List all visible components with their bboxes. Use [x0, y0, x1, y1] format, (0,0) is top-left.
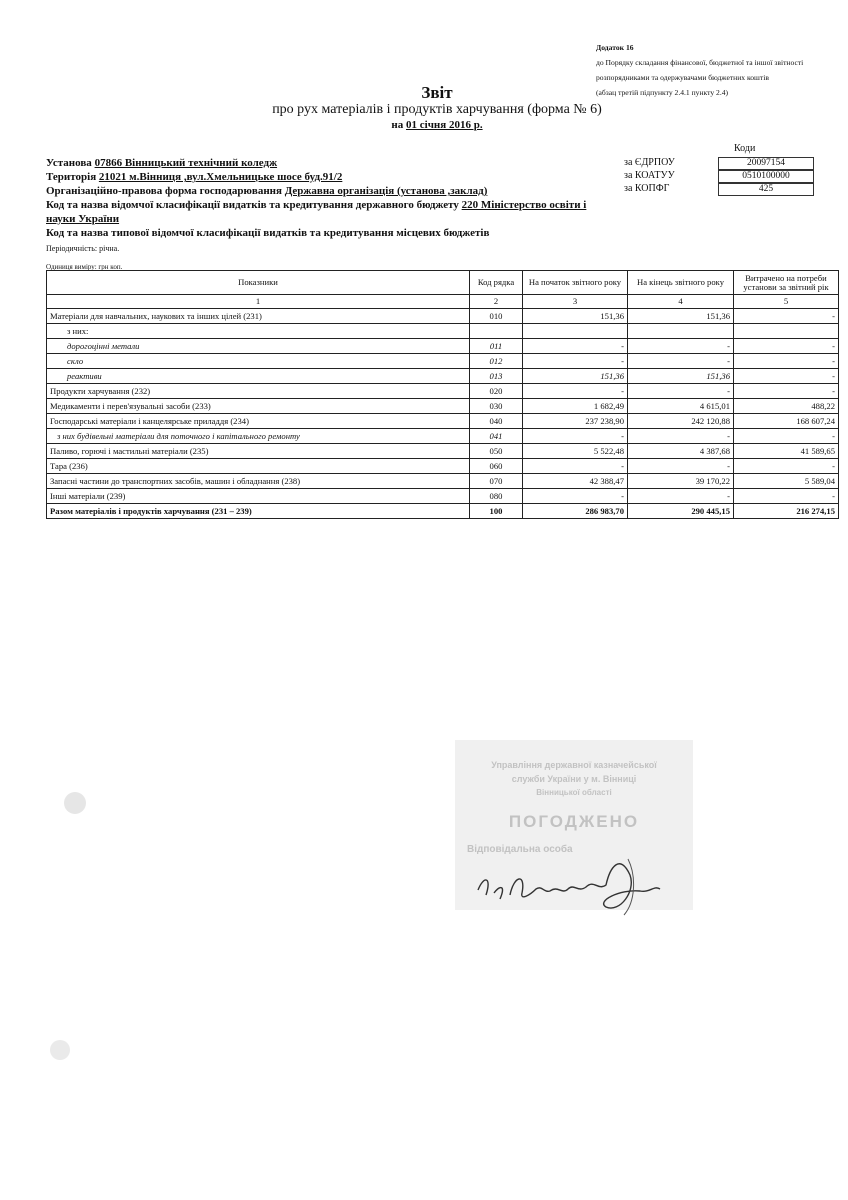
row-code: 010: [470, 309, 523, 324]
institution-label: Установа: [46, 157, 92, 169]
row-spent: -: [734, 369, 839, 384]
code-label: за ЄДРПОУ: [624, 157, 675, 168]
row-name: реактиви: [47, 369, 470, 384]
report-title-block: [0, 84, 848, 132]
row-start: 151,36: [523, 309, 628, 324]
row-spent: 168 607,24: [734, 414, 839, 429]
report-date-prefix: на: [391, 119, 404, 131]
table-row: [47, 324, 839, 339]
row-spent: 41 589,65: [734, 444, 839, 459]
local-code-label: Код та назва типової відомчої класифікації видатків та кредитування місцевих бюджетів: [46, 227, 490, 239]
column-number: 5: [734, 295, 839, 309]
territory-value: 21021 м.Вінниця ,вул.Хмельницьке шосе буд.91/2: [98, 171, 343, 183]
row-end: -: [628, 354, 734, 369]
row-code: 100: [470, 504, 523, 519]
local-code-row: [46, 226, 606, 240]
table-row: [47, 489, 839, 504]
row-name: скло: [47, 354, 470, 369]
row-spent: -: [734, 309, 839, 324]
row-spent: -: [734, 459, 839, 474]
row-name: Запасні частини до транспортних засобів, машин і обладнання (238): [47, 474, 470, 489]
row-end: 151,36: [628, 309, 734, 324]
budget-code-row: [46, 198, 606, 226]
row-name: Тара (236): [47, 459, 470, 474]
row-spent: [734, 324, 839, 339]
row-end: [628, 324, 734, 339]
row-start: -: [523, 489, 628, 504]
table-row: [47, 459, 839, 474]
stamp-responsible: Відповідальна особа: [467, 844, 573, 855]
table-row: [47, 369, 839, 384]
row-start: 5 522,48: [523, 444, 628, 459]
row-name: Продукти харчування (232): [47, 384, 470, 399]
report-date: [0, 118, 848, 132]
table-row: [47, 309, 839, 324]
row-end: 242 120,88: [628, 414, 734, 429]
header-spent: Витрачено на потреби установи за звітний рік: [734, 271, 839, 295]
row-name: Інші матеріали (239): [47, 489, 470, 504]
institution-row: [46, 156, 606, 170]
row-end: -: [628, 384, 734, 399]
code-label: за КОАТУУ: [624, 170, 675, 181]
row-code: 012: [470, 354, 523, 369]
row-code: 041: [470, 429, 523, 444]
header-end-of-year: На кінець звітного року: [628, 271, 734, 295]
stamp-line: Управління державної казначейської: [491, 760, 657, 770]
row-end: 151,36: [628, 369, 734, 384]
row-code: [470, 324, 523, 339]
row-spent: -: [734, 384, 839, 399]
row-end: 4 387,68: [628, 444, 734, 459]
table-header-row: [47, 271, 839, 295]
table-total-row: [47, 504, 839, 519]
appendix-line: розпорядниками та одержувачами бюджетних коштів: [596, 73, 769, 82]
code-value: 20097154: [718, 157, 814, 170]
row-end: 39 170,22: [628, 474, 734, 489]
row-start: -: [523, 339, 628, 354]
row-end: 290 445,15: [628, 504, 734, 519]
report-title: Звіт: [421, 83, 453, 102]
unit-of-measure: Одиниця виміру: грн коп.: [46, 263, 123, 271]
legal-form-row: [46, 184, 606, 198]
materials-table: [46, 270, 839, 519]
institution-value: 07866 Вінницький технічний коледж: [94, 157, 278, 169]
appendix-title: Додаток 16: [596, 43, 634, 52]
table-row: [47, 399, 839, 414]
row-name: з них будівельні матеріали для поточного і капітального ремонту: [47, 429, 470, 444]
row-name: Медикаменти і перев'язувальні засоби (233): [47, 399, 470, 414]
row-start: 1 682,49: [523, 399, 628, 414]
table-row: [47, 414, 839, 429]
row-spent: -: [734, 339, 839, 354]
stamp-line: служби України у м. Вінниці: [511, 774, 637, 784]
table-row: [47, 474, 839, 489]
code-value: 425: [718, 183, 814, 196]
row-start: [523, 324, 628, 339]
row-end: 4 615,01: [628, 399, 734, 414]
row-spent: 5 589,04: [734, 474, 839, 489]
row-start: 42 388,47: [523, 474, 628, 489]
appendix-line: до Порядку складання фінансової, бюджетної та іншої звітності: [596, 58, 804, 67]
code-label: за КОПФГ: [624, 183, 670, 194]
stamp-line: Вінницької області: [536, 788, 612, 797]
row-code: 080: [470, 489, 523, 504]
row-start: -: [523, 354, 628, 369]
row-spent: -: [734, 429, 839, 444]
legal-form-label: Організаційно-правова форма господарювання: [46, 185, 282, 197]
table-row: [47, 384, 839, 399]
row-code: 020: [470, 384, 523, 399]
row-name: дорогоцінні метали: [47, 339, 470, 354]
report-date-value: 01 січня 2016 р.: [406, 119, 483, 131]
column-number: 1: [47, 295, 470, 309]
row-code: 013: [470, 369, 523, 384]
row-spent: -: [734, 489, 839, 504]
periodicity: Періодичність: річна.: [46, 244, 120, 253]
row-start: 286 983,70: [523, 504, 628, 519]
row-name: з них:: [47, 324, 470, 339]
legal-form-value: Державна організація (установа ,заклад): [284, 185, 488, 197]
row-end: -: [628, 489, 734, 504]
row-start: -: [523, 459, 628, 474]
territory-label: Територія: [46, 171, 97, 183]
column-number-row: [47, 295, 839, 309]
row-code: 060: [470, 459, 523, 474]
row-end: -: [628, 339, 734, 354]
row-name: Паливо, горючі і мастильні матеріали (235): [47, 444, 470, 459]
scan-mark: [64, 792, 86, 814]
column-number: 3: [523, 295, 628, 309]
institution-info: [46, 156, 606, 274]
table-row: [47, 339, 839, 354]
row-start: -: [523, 384, 628, 399]
row-code: 030: [470, 399, 523, 414]
codes-title: Коди: [734, 143, 756, 154]
signature-graphic: [470, 855, 690, 925]
code-value: 0510100000: [718, 170, 814, 183]
row-code: 011: [470, 339, 523, 354]
column-number: 2: [470, 295, 523, 309]
report-subtitle: про рух матеріалів і продуктів харчування (форма № 6): [272, 102, 602, 117]
row-spent: -: [734, 354, 839, 369]
row-start: 237 238,90: [523, 414, 628, 429]
row-spent: 488,22: [734, 399, 839, 414]
budget-code-value: 220 Міністерство освіти і науки України: [46, 199, 587, 225]
table-row: [47, 429, 839, 444]
stamp-approved: ПОГОДЖЕНО: [508, 812, 640, 831]
row-code: 040: [470, 414, 523, 429]
row-spent: 216 274,15: [734, 504, 839, 519]
row-name: Господарські матеріали і канцелярське приладдя (234): [47, 414, 470, 429]
row-code: 070: [470, 474, 523, 489]
appendix-line: (абзац третій підпункту 2.4.1 пункту 2.4): [596, 88, 729, 97]
scan-mark: [50, 1040, 70, 1060]
header-indicators: Показники: [47, 271, 470, 295]
table-row: [47, 354, 839, 369]
row-start: -: [523, 429, 628, 444]
header-start-of-year: На початок звітного року: [523, 271, 628, 295]
row-name: Разом матеріалів і продуктів харчування (231 – 239): [47, 504, 470, 519]
row-end: -: [628, 459, 734, 474]
row-name: Матеріали для навчальних, наукових та інших цілей (231): [47, 309, 470, 324]
row-code: 050: [470, 444, 523, 459]
territory-row: [46, 170, 606, 184]
column-number: 4: [628, 295, 734, 309]
header-row-code: Код рядка: [470, 271, 523, 295]
budget-code-label: Код та назва відомчої класифікації видатків та кредитування державного бюджету: [46, 199, 459, 211]
row-end: -: [628, 429, 734, 444]
table-row: [47, 444, 839, 459]
row-start: 151,36: [523, 369, 628, 384]
